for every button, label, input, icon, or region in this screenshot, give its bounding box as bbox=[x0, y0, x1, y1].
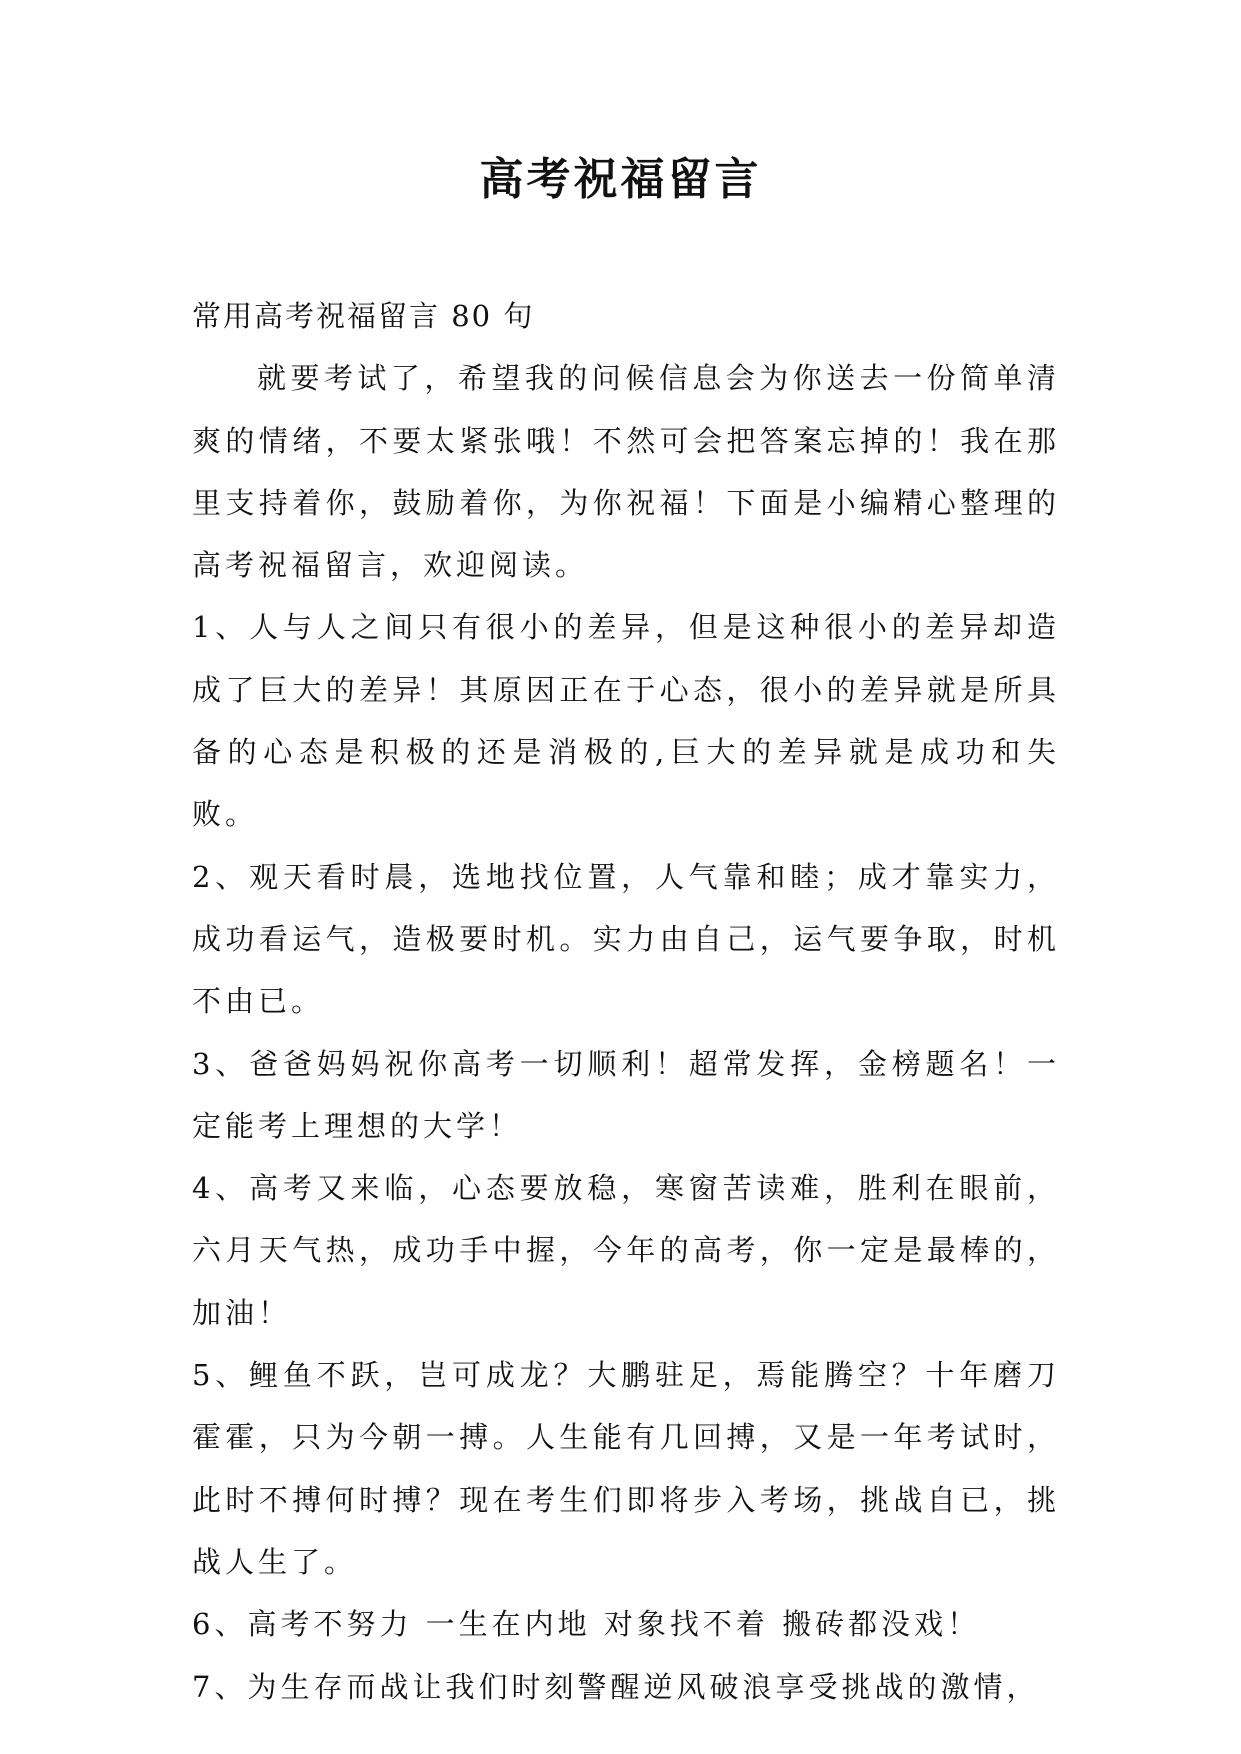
document-subtitle: 常用高考祝福留言 80 句 bbox=[192, 299, 535, 333]
list-item: 5、鲤鱼不跃，岂可成龙？大鹏驻足，焉能腾空？十年磨刀霍霍，只为今朝一搏。人生能有几回搏，又是一年考试时，此时不搏何时搏？现在考生们即将步入考场，挑战自已，挑战人生了。 bbox=[192, 1358, 1060, 1579]
list-item: 7、为生存而战让我们时刻警醒逆风破浪享受挑战的激情， bbox=[192, 1669, 1040, 1704]
intro-paragraph: 就要考试了，希望我的问候信息会为你送去一份简单清爽的情绪，不要太紧张哦！不然可会把答案忘掉的！我在那里支持着你，鼓励着你，为你祝福！下面是小编精心整理的高考祝福留言，欢迎阅读。 bbox=[192, 361, 1060, 583]
list-item: 3、爸爸妈妈祝你高考一切顺利！超常发挥，金榜题名！一定能考上理想的大学！ bbox=[192, 1046, 1060, 1143]
list-item: 6、高考不努力 一生在内地 对象找不着 搬砖都没戏！ bbox=[192, 1607, 981, 1642]
document-title: 高考祝福留言 bbox=[479, 154, 762, 205]
list-item: 4、高考又来临，心态要放稳，寒窗苦读难，胜利在眼前，六月天气热，成功手中握，今年的高考，你一定是最棒的，加油！ bbox=[192, 1171, 1060, 1330]
document-body bbox=[192, 285, 1060, 1718]
list-item: 1、人与人之间只有很小的差异，但是这种很小的差异却造成了巨大的差异！其原因正在于心态，很小的差异就是所具备的心态是积极的还是消极的,巨大的差异就是成功和失败。 bbox=[192, 610, 1060, 832]
list-item: 2、观天看时晨，选地找位置，人气靠和睦；成才靠实力，成功看运气，造极要时机。实力由自己，运气要争取，时机不由已。 bbox=[192, 859, 1060, 1019]
